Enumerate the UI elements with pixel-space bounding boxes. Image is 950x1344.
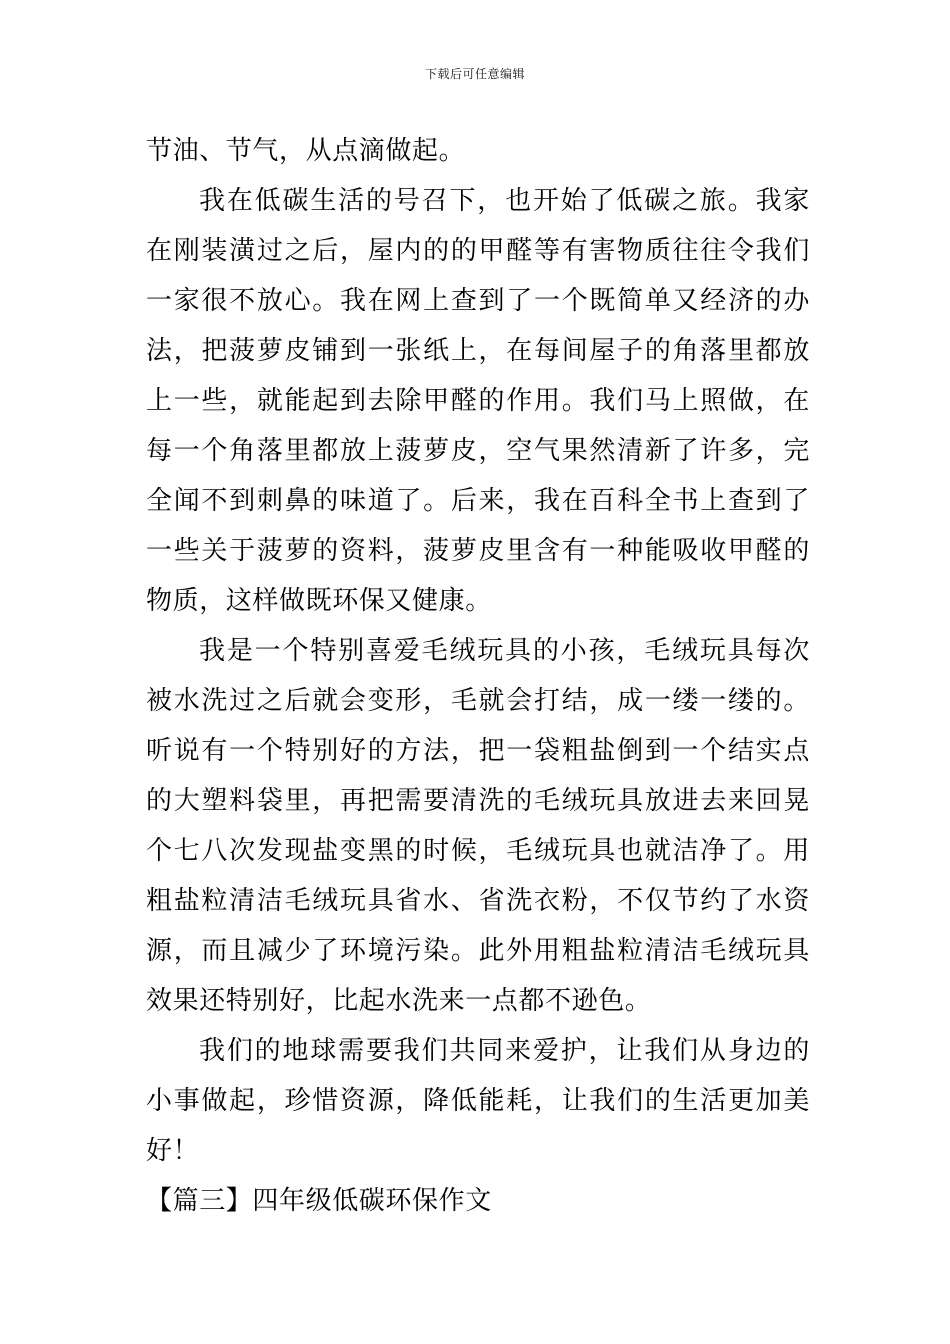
paragraph-conclusion: 我们的地球需要我们共同来爱护，让我们从身边的小事做起，珍惜资源，降低能耗，让我们的生活更加美好！ xyxy=(146,1036,810,1166)
section-heading: 【篇三】四年级低碳环保作文 xyxy=(146,1186,492,1216)
page-header-note: 下载后可任意编辑 xyxy=(424,67,525,81)
paragraph-continuation: 节油、节气，从点滴做起。 xyxy=(146,136,466,166)
paragraph-plush-toy-cleaning: 我是一个特别喜爱毛绒玩具的小孩，毛绒玩具每次被水洗过之后就会变形，毛就会打结，成一缕一缕的。听说有一个特别好的方法，把一袋粗盐倒到一个结实点的大塑料袋里，再把需要清洗的毛绒玩具放进去来回晃个七八次发现盐变黑的时候，毛绒玩具也就洁净了。用粗盐粒清洁毛绒玩具省水、省洗衣粉，不仅节约了水资源，而且减少了环境污染。此外用粗盐粒清洁毛绒玩具效果还特别好，比起水洗来一点都不逊色。 xyxy=(146,636,810,1016)
paragraph-pineapple-peel: 我在低碳生活的号召下，也开始了低碳之旅。我家在刚装潢过之后，屋内的的甲醛等有害物质往往令我们一家很不放心。我在网上查到了一个既简单又经济的办法，把菠萝皮铺到一张纸上，在每间屋子的角落里都放上一些，就能起到去除甲醛的作用。我们马上照做，在每一个角落里都放上菠萝皮，空气果然清新了许多，完全闻不到刺鼻的味道了。后来，我在百科全书上查到了一些关于菠萝的资料，菠萝皮里含有一种能吸收甲醛的物质，这样做既环保又健康。 xyxy=(146,186,810,616)
document-body xyxy=(146,126,810,1226)
